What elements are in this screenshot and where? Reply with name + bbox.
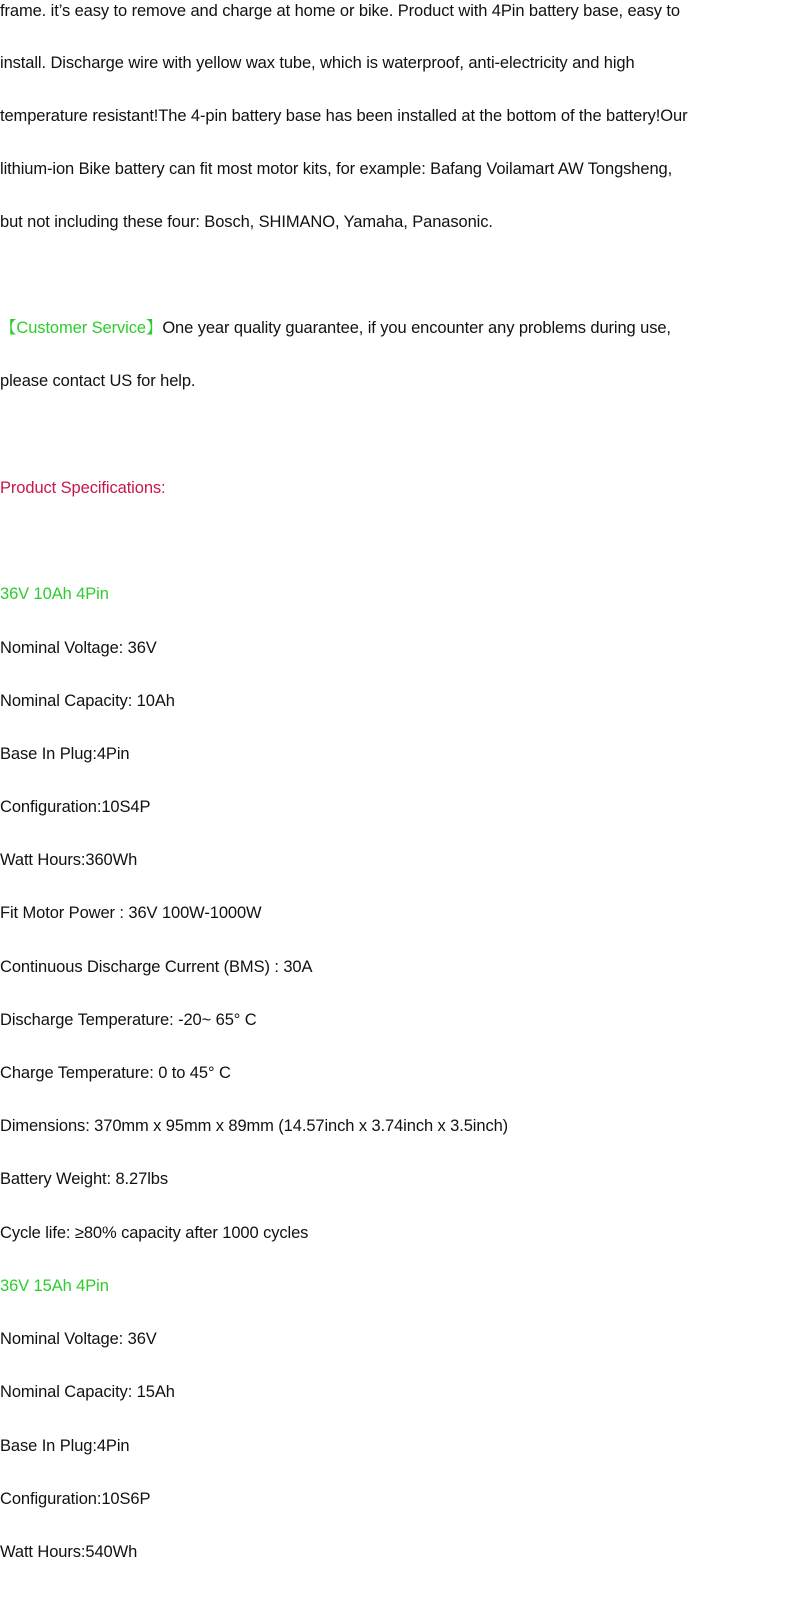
intro-line-4: lithium-ion Bike battery can fit most motor kits, for example: Bafang Voilamart AW Tongsheng, [0, 160, 673, 178]
spec-15ah-base-plug: Base In Plug:4Pin [0, 1437, 130, 1455]
model-15ah-title: 36V 15Ah 4Pin [0, 1277, 109, 1295]
spec-10ah-motor-power: Fit Motor Power : 36V 100W-1000W [0, 904, 262, 922]
spec-10ah-cycle-life: Cycle life: ≥80% capacity after 1000 cycles [0, 1224, 309, 1242]
spec-10ah-discharge-temp: Discharge Temperature: -20~ 65° C [0, 1011, 257, 1029]
spec-15ah-nominal-capacity: Nominal Capacity: 15Ah [0, 1383, 175, 1401]
spec-10ah-weight: Battery Weight: 8.27lbs [0, 1170, 168, 1188]
spec-10ah-nominal-capacity: Nominal Capacity: 10Ah [0, 692, 175, 710]
model-10ah-title: 36V 10Ah 4Pin [0, 585, 109, 603]
spec-15ah-configuration: Configuration:10S6P [0, 1490, 151, 1508]
intro-line-1: frame. it’s easy to remove and charge at home or bike. Product with 4Pin battery base, easy to [0, 2, 680, 20]
specs-heading: Product Specifications: [0, 479, 166, 497]
intro-line-3: temperature resistant!The 4-pin battery base has been installed at the bottom of the battery!Our [0, 107, 688, 125]
spec-10ah-watt-hours: Watt Hours:360Wh [0, 851, 138, 869]
spec-15ah-watt-hours: Watt Hours:540Wh [0, 1543, 138, 1561]
customer-service-label: 【Customer Service】 [0, 319, 163, 337]
customer-service-line-2: please contact US for help. [0, 372, 196, 390]
customer-service-line-1 [0, 317, 800, 339]
spec-10ah-configuration: Configuration:10S4P [0, 798, 151, 816]
intro-line-5: but not including these four: Bosch, SHIMANO, Yamaha, Panasonic. [0, 213, 493, 231]
spec-10ah-dimensions: Dimensions: 370mm x 95mm x 89mm (14.57inch x 3.74inch x 3.5inch) [0, 1117, 509, 1135]
spec-10ah-discharge-current: Continuous Discharge Current (BMS) : 30A [0, 958, 313, 976]
intro-line-2: install. Discharge wire with yellow wax tube, which is waterproof, anti-electricity and high [0, 54, 635, 72]
spec-15ah-nominal-voltage: Nominal Voltage: 36V [0, 1330, 157, 1348]
spec-10ah-nominal-voltage: Nominal Voltage: 36V [0, 639, 157, 657]
spec-10ah-charge-temp: Charge Temperature: 0 to 45° C [0, 1064, 231, 1082]
spec-10ah-base-plug: Base In Plug:4Pin [0, 745, 130, 763]
customer-service-text: One year quality guarantee, if you encounter any problems during use, [162, 319, 671, 337]
